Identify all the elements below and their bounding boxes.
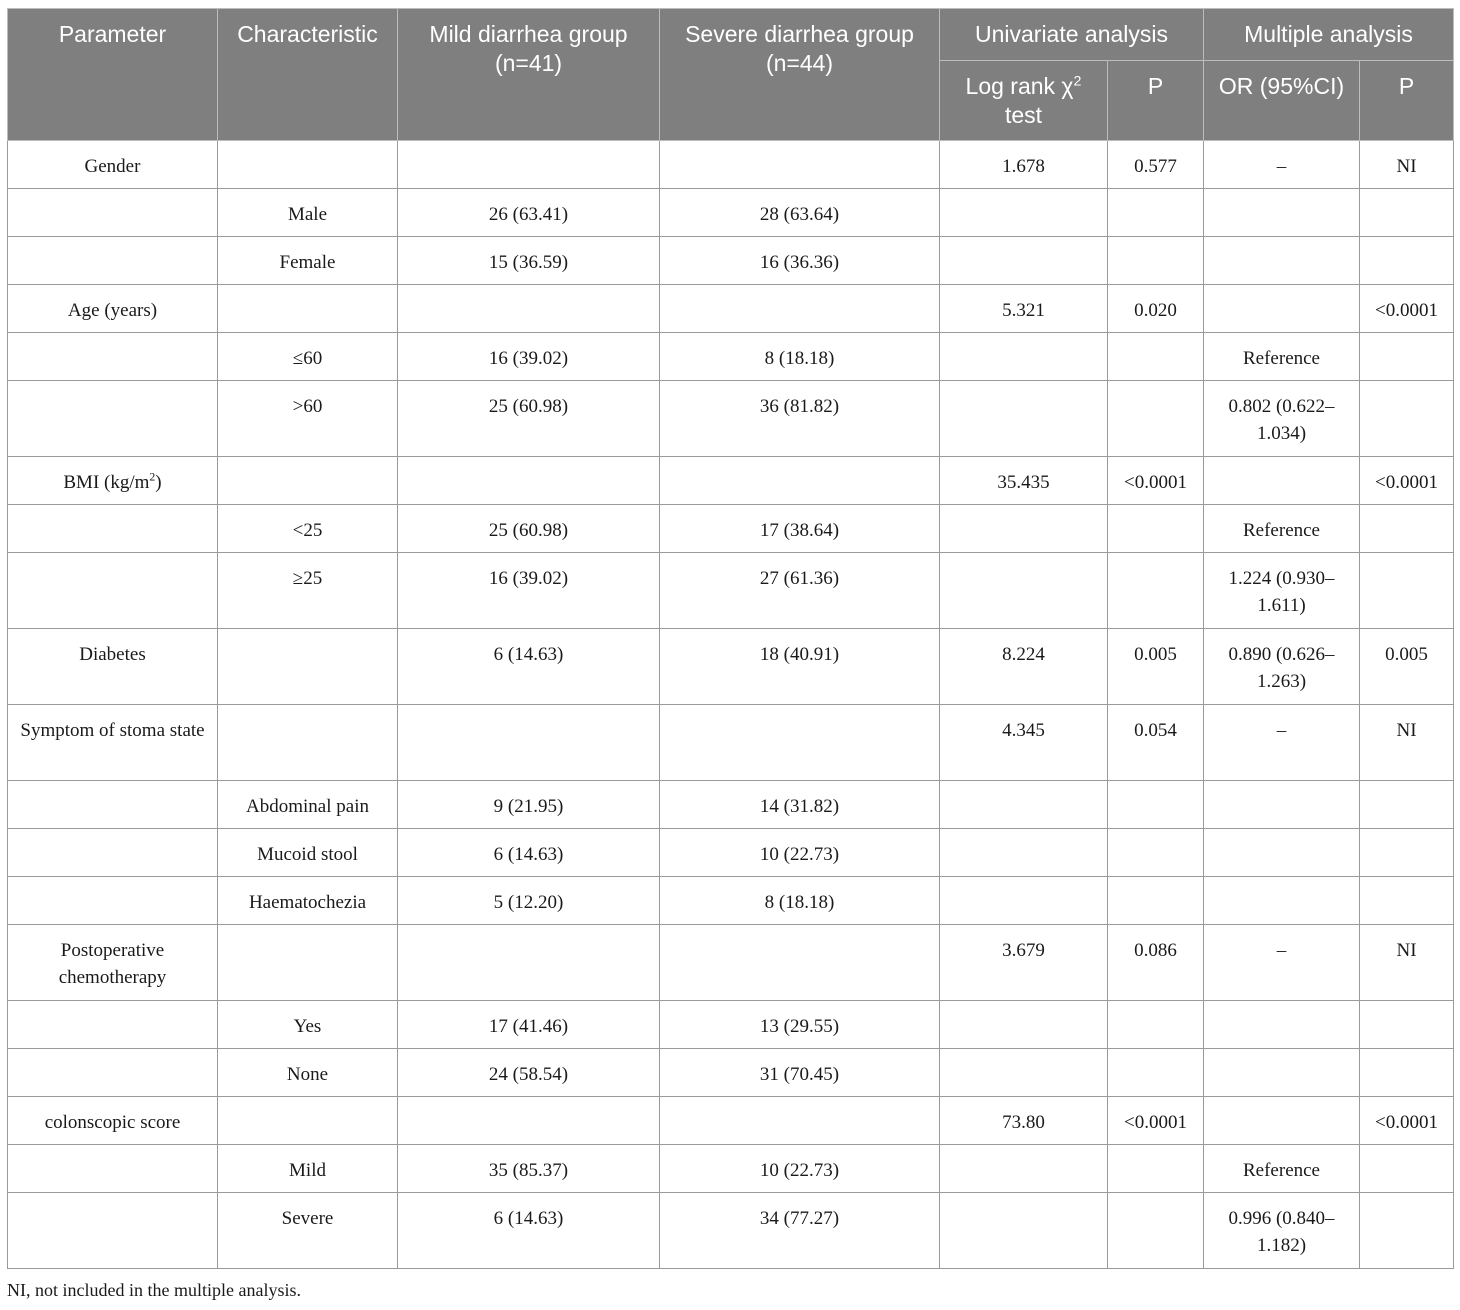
header-p-multiple: P: [1360, 61, 1454, 141]
cell-p-univariate: [1108, 237, 1204, 285]
cell-characteristic: Mucoid stool: [218, 829, 398, 877]
table-footnote: NI, not included in the multiple analysis.: [7, 1280, 301, 1300]
table-row: [8, 457, 1454, 505]
cell-characteristic: Mild: [218, 1145, 398, 1193]
cell-or-ci-text: 0.996 (0.840–1.182): [1228, 1208, 1335, 1256]
cell-parameter: [8, 505, 218, 553]
table-row: [8, 781, 1454, 829]
cell-or-ci-text: Reference: [1243, 1160, 1320, 1181]
table-row: [8, 237, 1454, 285]
header-mild-group: Mild diarrhea group (n=41): [398, 9, 660, 141]
cell-parameter: [8, 553, 218, 629]
cell-mild-group: [398, 457, 660, 505]
cell-or-ci: [1204, 553, 1360, 629]
cell-parameter: [8, 457, 218, 505]
table-row: [8, 1193, 1454, 1269]
cell-p-univariate: [1108, 781, 1204, 829]
cell-p-multiple: NI: [1360, 141, 1454, 189]
cell-log-rank: [940, 1001, 1108, 1049]
cell-or-ci-text: Reference: [1243, 348, 1320, 369]
cell-p-multiple: <0.0001: [1360, 1097, 1454, 1145]
cell-p-univariate: 0.577: [1108, 141, 1204, 189]
cell-mild-group: [398, 925, 660, 1001]
header-severe-group: Severe diarrhea group (n=44): [660, 9, 940, 141]
cell-log-rank: 35.435: [940, 457, 1108, 505]
cell-log-rank: [940, 1049, 1108, 1097]
cell-or-ci: [1204, 781, 1360, 829]
cell-characteristic: Haematochezia: [218, 877, 398, 925]
cell-or-ci-text: 1.224 (0.930–1.611): [1228, 568, 1335, 616]
header-parameter: Parameter: [8, 9, 218, 141]
cell-or-ci: [1204, 189, 1360, 237]
table-row: [8, 1145, 1454, 1193]
cell-p-univariate: [1108, 1049, 1204, 1097]
table-row: [8, 141, 1454, 189]
cell-p-univariate: 0.054: [1108, 705, 1204, 781]
cell-parameter: Symptom of stoma state: [8, 705, 218, 781]
table-container: [7, 8, 1453, 1269]
table-row: [8, 285, 1454, 333]
cell-mild-group: 16 (39.02): [398, 553, 660, 629]
cell-parameter: [8, 189, 218, 237]
cell-severe-group: 8 (18.18): [660, 877, 940, 925]
cell-severe-group: [660, 457, 940, 505]
cell-severe-group: 13 (29.55): [660, 1001, 940, 1049]
table-row: [8, 925, 1454, 1001]
cell-p-multiple: [1360, 1049, 1454, 1097]
cell-p-univariate: 0.005: [1108, 629, 1204, 705]
cell-or-ci: [1204, 381, 1360, 457]
cell-or-ci: [1204, 237, 1360, 285]
cell-severe-group: 10 (22.73): [660, 1145, 940, 1193]
header-univariate-analysis: Univariate analysis: [940, 9, 1204, 61]
cell-mild-group: 5 (12.20): [398, 877, 660, 925]
cell-log-rank: [940, 829, 1108, 877]
header-characteristic: Characteristic: [218, 9, 398, 141]
cell-log-rank: [940, 781, 1108, 829]
cell-p-multiple: <0.0001: [1360, 285, 1454, 333]
cell-characteristic: ≤60: [218, 333, 398, 381]
cell-mild-group: 6 (14.63): [398, 629, 660, 705]
cell-mild-group: 16 (39.02): [398, 333, 660, 381]
cell-characteristic: [218, 457, 398, 505]
cell-p-multiple: [1360, 1193, 1454, 1269]
cell-parameter: [8, 333, 218, 381]
header-p-univariate: P: [1108, 61, 1204, 141]
table-row: [8, 381, 1454, 457]
cell-mild-group: 17 (41.46): [398, 1001, 660, 1049]
cell-parameter: Age (years): [8, 285, 218, 333]
cell-log-rank: 4.345: [940, 705, 1108, 781]
cell-parameter: Gender: [8, 141, 218, 189]
cell-or-ci: [1204, 457, 1360, 505]
cell-or-ci: [1204, 505, 1360, 553]
cell-or-ci: [1204, 925, 1360, 1001]
cell-characteristic: None: [218, 1049, 398, 1097]
table-row: [8, 829, 1454, 877]
cell-severe-group: 36 (81.82): [660, 381, 940, 457]
table-row: [8, 1001, 1454, 1049]
cell-log-rank: [940, 1145, 1108, 1193]
cell-log-rank: [940, 1193, 1108, 1269]
cell-p-multiple: [1360, 1145, 1454, 1193]
cell-parameter-sup: 2: [149, 470, 156, 484]
cell-parameter: [8, 381, 218, 457]
header-log-rank: [940, 61, 1108, 141]
cell-p-univariate: <0.0001: [1108, 457, 1204, 505]
cell-severe-group: [660, 285, 940, 333]
cell-or-ci: [1204, 1049, 1360, 1097]
cell-p-univariate: [1108, 333, 1204, 381]
cell-mild-group: 6 (14.63): [398, 1193, 660, 1269]
cell-p-univariate: [1108, 1145, 1204, 1193]
cell-severe-group: [660, 705, 940, 781]
cell-p-multiple: [1360, 237, 1454, 285]
cell-parameter: [8, 877, 218, 925]
cell-log-rank: [940, 237, 1108, 285]
cell-severe-group: 10 (22.73): [660, 829, 940, 877]
cell-severe-group: 34 (77.27): [660, 1193, 940, 1269]
cell-p-multiple: [1360, 877, 1454, 925]
table-row: [8, 1097, 1454, 1145]
cell-p-univariate: [1108, 1193, 1204, 1269]
cell-log-rank: [940, 553, 1108, 629]
cell-severe-group: 17 (38.64): [660, 505, 940, 553]
header-log-rank-test: test: [1004, 102, 1043, 128]
cell-p-multiple: [1360, 381, 1454, 457]
cell-characteristic: Female: [218, 237, 398, 285]
table-body: [8, 141, 1454, 1269]
cell-characteristic: [218, 285, 398, 333]
table-header: [8, 9, 1454, 141]
cell-or-ci-text: –: [1276, 940, 1287, 961]
cell-or-ci: [1204, 285, 1360, 333]
cell-or-ci: [1204, 1001, 1360, 1049]
cell-parameter-text: BMI (kg/m: [63, 472, 150, 493]
cell-p-univariate: 0.020: [1108, 285, 1204, 333]
results-table: [7, 8, 1454, 1269]
cell-or-ci: [1204, 829, 1360, 877]
cell-severe-group: 31 (70.45): [660, 1049, 940, 1097]
cell-parameter: [8, 1145, 218, 1193]
cell-mild-group: 35 (85.37): [398, 1145, 660, 1193]
cell-mild-group: 15 (36.59): [398, 237, 660, 285]
cell-p-univariate: [1108, 505, 1204, 553]
cell-p-multiple: [1360, 189, 1454, 237]
cell-parameter: [8, 1001, 218, 1049]
cell-characteristic: [218, 1097, 398, 1145]
cell-severe-group: 8 (18.18): [660, 333, 940, 381]
cell-p-univariate: [1108, 381, 1204, 457]
cell-log-rank: [940, 877, 1108, 925]
cell-or-ci-text: –: [1276, 720, 1287, 741]
cell-p-multiple: [1360, 505, 1454, 553]
cell-or-ci: [1204, 629, 1360, 705]
cell-log-rank: [940, 381, 1108, 457]
cell-mild-group: [398, 285, 660, 333]
table-row: [8, 877, 1454, 925]
cell-characteristic: [218, 705, 398, 781]
cell-or-ci: [1204, 1193, 1360, 1269]
header-log-rank-sup: 2: [1073, 73, 1082, 90]
cell-severe-group: 28 (63.64): [660, 189, 940, 237]
cell-severe-group: 27 (61.36): [660, 553, 940, 629]
cell-or-ci-text: –: [1276, 156, 1287, 177]
cell-log-rank: 8.224: [940, 629, 1108, 705]
cell-severe-group: 14 (31.82): [660, 781, 940, 829]
cell-severe-group: [660, 1097, 940, 1145]
cell-mild-group: 9 (21.95): [398, 781, 660, 829]
cell-severe-group: 18 (40.91): [660, 629, 940, 705]
cell-or-ci-text: 0.802 (0.622–1.034): [1228, 396, 1335, 444]
cell-log-rank: 1.678: [940, 141, 1108, 189]
cell-characteristic: >60: [218, 381, 398, 457]
cell-parameter: [8, 1049, 218, 1097]
cell-or-ci: [1204, 877, 1360, 925]
cell-parameter: Postoperative chemotherapy: [8, 925, 218, 1001]
header-multiple-analysis: Multiple analysis: [1204, 9, 1454, 61]
cell-p-multiple: <0.0001: [1360, 457, 1454, 505]
cell-p-univariate: [1108, 1001, 1204, 1049]
cell-p-multiple: [1360, 553, 1454, 629]
cell-mild-group: 25 (60.98): [398, 381, 660, 457]
table-row: [8, 553, 1454, 629]
cell-severe-group: [660, 925, 940, 1001]
cell-mild-group: [398, 1097, 660, 1145]
header-log-rank-text: Log rank χ: [965, 73, 1074, 99]
table-row: [8, 505, 1454, 553]
cell-p-multiple: NI: [1360, 925, 1454, 1001]
cell-or-ci: [1204, 705, 1360, 781]
header-row-1: [8, 9, 1454, 61]
cell-characteristic: ≥25: [218, 553, 398, 629]
header-or-ci: OR (95%CI): [1204, 61, 1360, 141]
cell-characteristic: [218, 925, 398, 1001]
cell-log-rank: 73.80: [940, 1097, 1108, 1145]
cell-characteristic: Severe: [218, 1193, 398, 1269]
cell-log-rank: 3.679: [940, 925, 1108, 1001]
cell-p-univariate: [1108, 829, 1204, 877]
cell-mild-group: [398, 705, 660, 781]
cell-p-univariate: 0.086: [1108, 925, 1204, 1001]
cell-characteristic: Abdominal pain: [218, 781, 398, 829]
cell-mild-group: 25 (60.98): [398, 505, 660, 553]
cell-or-ci-text: Reference: [1243, 520, 1320, 541]
table-row: [8, 629, 1454, 705]
cell-characteristic: [218, 629, 398, 705]
table-row: [8, 1049, 1454, 1097]
cell-parameter: [8, 781, 218, 829]
cell-log-rank: [940, 505, 1108, 553]
cell-log-rank: [940, 333, 1108, 381]
cell-p-multiple: [1360, 781, 1454, 829]
cell-parameter: colonscopic score: [8, 1097, 218, 1145]
cell-p-multiple: [1360, 829, 1454, 877]
cell-mild-group: 6 (14.63): [398, 829, 660, 877]
cell-p-univariate: [1108, 553, 1204, 629]
cell-log-rank: [940, 189, 1108, 237]
table-row: [8, 189, 1454, 237]
cell-characteristic: <25: [218, 505, 398, 553]
cell-severe-group: [660, 141, 940, 189]
table-row: [8, 705, 1454, 781]
cell-severe-group: 16 (36.36): [660, 237, 940, 285]
cell-p-multiple: 0.005: [1360, 629, 1454, 705]
cell-or-ci: [1204, 1097, 1360, 1145]
cell-parameter: [8, 829, 218, 877]
cell-p-multiple: [1360, 1001, 1454, 1049]
cell-p-multiple: NI: [1360, 705, 1454, 781]
cell-p-univariate: [1108, 189, 1204, 237]
cell-p-univariate: <0.0001: [1108, 1097, 1204, 1145]
cell-log-rank: 5.321: [940, 285, 1108, 333]
cell-characteristic: Yes: [218, 1001, 398, 1049]
cell-or-ci: [1204, 1145, 1360, 1193]
cell-or-ci-text: 0.890 (0.626–1.263): [1228, 644, 1335, 692]
cell-mild-group: 24 (58.54): [398, 1049, 660, 1097]
cell-mild-group: [398, 141, 660, 189]
cell-parameter-suffix: ): [155, 472, 162, 493]
table-row: [8, 333, 1454, 381]
cell-parameter: [8, 1193, 218, 1269]
cell-parameter: Diabetes: [8, 629, 218, 705]
cell-p-multiple: [1360, 333, 1454, 381]
cell-parameter: [8, 237, 218, 285]
cell-p-univariate: [1108, 877, 1204, 925]
cell-or-ci: [1204, 141, 1360, 189]
cell-mild-group: 26 (63.41): [398, 189, 660, 237]
cell-or-ci: [1204, 333, 1360, 381]
cell-characteristic: Male: [218, 189, 398, 237]
cell-characteristic: [218, 141, 398, 189]
